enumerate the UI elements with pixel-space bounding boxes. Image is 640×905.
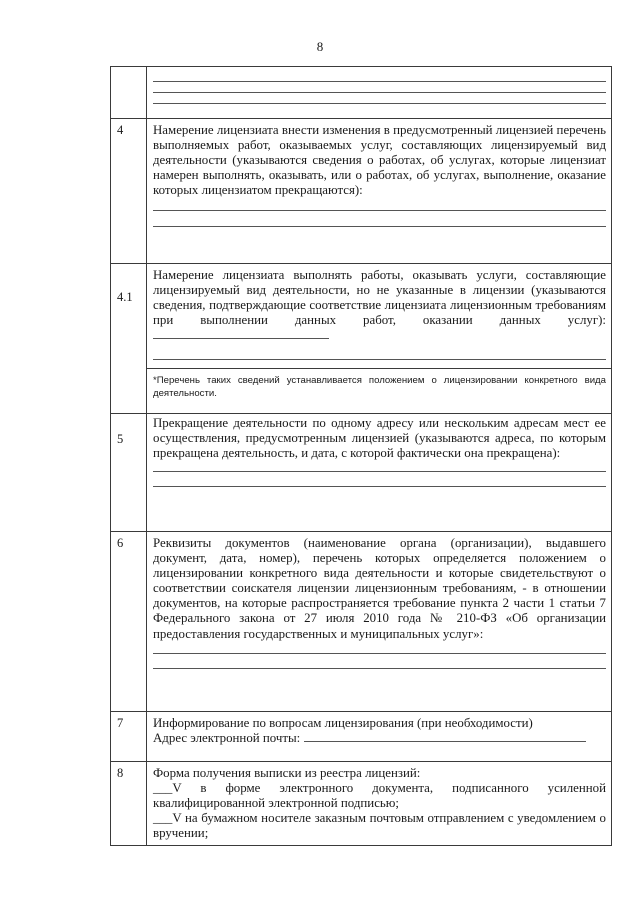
answer-line[interactable] — [153, 226, 606, 227]
row-number: 4 — [117, 123, 124, 137]
answer-line[interactable] — [153, 668, 606, 669]
footnote-row — [147, 368, 611, 400]
row-description: Намерение лицензиата внести изменения в предусмотренный лицензией перечень выполняемых работ, оказываемых услуг, составляющих лицензируемый вид деятельности (указываются сведения о работах, об услугах, которые лицензиат намерен выполнять, оказывать, или о работах, об услугах, выполнение, оказание которых лицензиатом прекращаются): — [153, 123, 606, 198]
contact-info-heading: Информирование по вопросам лицензирования (при необходимости) — [153, 716, 533, 730]
answer-line[interactable] — [153, 103, 606, 104]
row-number-cell — [111, 119, 147, 264]
option-electronic[interactable]: ___V в форме электронного документа, подписанного усиленной квалифицированной электронной подписью; — [153, 781, 606, 811]
row-content-cell — [147, 532, 612, 712]
answer-line[interactable] — [153, 359, 606, 360]
row-content-cell — [147, 119, 612, 264]
table-row-8 — [111, 762, 612, 846]
option-paper[interactable]: ___V на бумажном носителе заказным почтовым отправлением с уведомлением о вручении; — [153, 811, 606, 841]
row-content-cell — [147, 264, 612, 414]
email-line — [153, 731, 606, 746]
row-content-cell — [147, 414, 612, 532]
application-form-table — [110, 66, 612, 846]
answer-line[interactable] — [153, 210, 606, 211]
table-row-5 — [111, 414, 612, 532]
row-content-cell — [147, 712, 612, 762]
row-description-text: Намерение лицензиата выполнять работы, оказывать услуги, составляющие лицензируемый вид деятельности, но не указанные в лицензии (указываются сведения, подтверждающие соответствие лицензиата лицензионным требованиям при выполнении данных работ, оказании данных услуг): — [153, 268, 606, 328]
row-number: 8 — [117, 766, 124, 780]
row-content-cell — [147, 762, 612, 846]
email-label: Адрес электронной почты: — [153, 731, 301, 746]
page-number: 8 — [316, 39, 324, 54]
answer-line[interactable] — [153, 653, 606, 654]
row-number-cell — [111, 414, 147, 532]
answer-line[interactable] — [153, 328, 329, 339]
row-number: 4.1 — [117, 290, 133, 304]
row-description: Прекращение деятельности по одному адресу или нескольким адресам мест ее осуществления, предусмотренным лицензией (указываются адреса, по которым прекращена деятельность, и дата, с которой фактически она прекращена): — [153, 416, 606, 461]
table-row-continuation — [111, 67, 612, 119]
table-row-6 — [111, 532, 612, 712]
email-field[interactable] — [304, 731, 586, 742]
row-number: 5 — [117, 432, 124, 446]
table-row-4-1 — [111, 264, 612, 414]
answer-line[interactable] — [153, 81, 606, 82]
table-row-4 — [111, 119, 612, 264]
answer-line[interactable] — [153, 92, 606, 93]
row-number-cell — [111, 532, 147, 712]
footnote: *Перечень таких сведений устанавливается положением о лицензировании конкретного вида деятельности. — [153, 375, 606, 399]
answer-line[interactable] — [153, 471, 606, 472]
answer-line[interactable] — [153, 486, 606, 487]
row-content-cell — [147, 67, 612, 119]
row-number-cell — [111, 712, 147, 762]
row-description — [153, 268, 606, 343]
row-description: Реквизиты документов (наименование органа (организации), выдавшего документ, дата, номер), перечень которых определяется положением о лицензировании конкретного вида деятельности и которые свидетельствуют о соответствии соискателя лицензии лицензионным требованиям, - в отношении документов, на которые распространяется требование пункта 2 части 1 статьи 7 Федерального закона от 27 июля 2010 года № 210-ФЗ «Об организации предоставления государственных и муниципальных услуг»: — [153, 536, 606, 641]
row-number: 6 — [117, 536, 124, 550]
row-number-cell — [111, 264, 147, 414]
extract-form-heading: Форма получения выписки из реестра лицензий: — [153, 766, 421, 780]
table-row-7 — [111, 712, 612, 762]
row-number-cell — [111, 67, 147, 119]
row-number-cell — [111, 762, 147, 846]
row-number: 7 — [117, 716, 124, 730]
